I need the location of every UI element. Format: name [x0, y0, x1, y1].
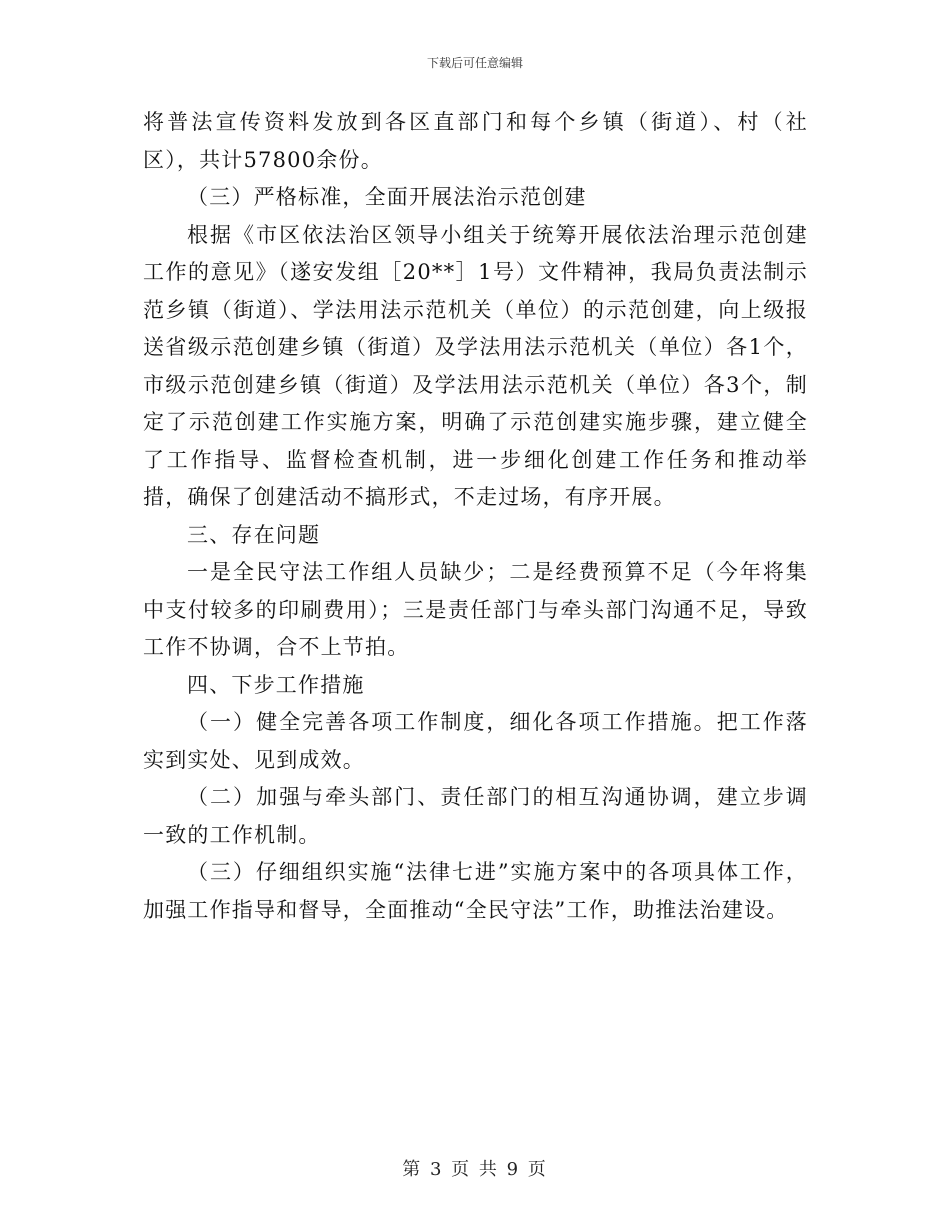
section-heading-problems: 三、存在问题	[187, 522, 321, 547]
paragraph-measure-1: （一）健全完善各项工作制度，细化各项工作措施。把工作落实到实处、见到成效。	[143, 710, 808, 772]
paragraph-measure-3: （三）仔细组织实施“法律七进”实施方案中的各项具体工作，加强工作指导和督导，全面推动“全民守法”工作，助推法治建设。	[143, 860, 808, 922]
document-body	[143, 104, 808, 929]
section-heading-next-steps: 四、下步工作措施	[187, 672, 365, 697]
paragraph-demonstration: 根据《市区依法治区领导小组关于统筹开展依法治理示范创建工作的意见》（遂安发组［20**］1号）文件精神，我局负责法制示范乡镇（街道）、学法用法示范机关（单位）的示范创建，向上级报送省级示范创建乡镇（街道）及学法用法示范机关（单位）各1个，市级示范创建乡镇（街道）及学法用法示范机关（单位）各3个，制定了示范创建工作实施方案，明确了示范创建实施步骤，建立健全了工作指导、监督检查机制，进一步细化创建工作任务和推动举措，确保了创建活动不搞形式，不走过场，有序开展。	[143, 222, 808, 509]
page-header: 下载后可任意编辑	[426, 56, 523, 70]
paragraph-problems: 一是全民守法工作组人员缺少；二是经费预算不足（今年将集中支付较多的印刷费用）；三是责任部门与牵头部门沟通不足，导致工作不协调，合不上节拍。	[143, 560, 808, 659]
section-heading-demonstration: （三）严格标准，全面开展法治示范创建	[187, 185, 587, 209]
paragraph-measure-2: （二）加强与牵头部门、责任部门的相互沟通协调，建立步调一致的工作机制。	[143, 785, 808, 847]
paragraph-distribution: 将普法宣传资料发放到各区直部门和每个乡镇（街道）、村（社区），共计57800余份。	[143, 110, 808, 172]
page-number: 第 3 页 共 9 页	[402, 1159, 548, 1180]
